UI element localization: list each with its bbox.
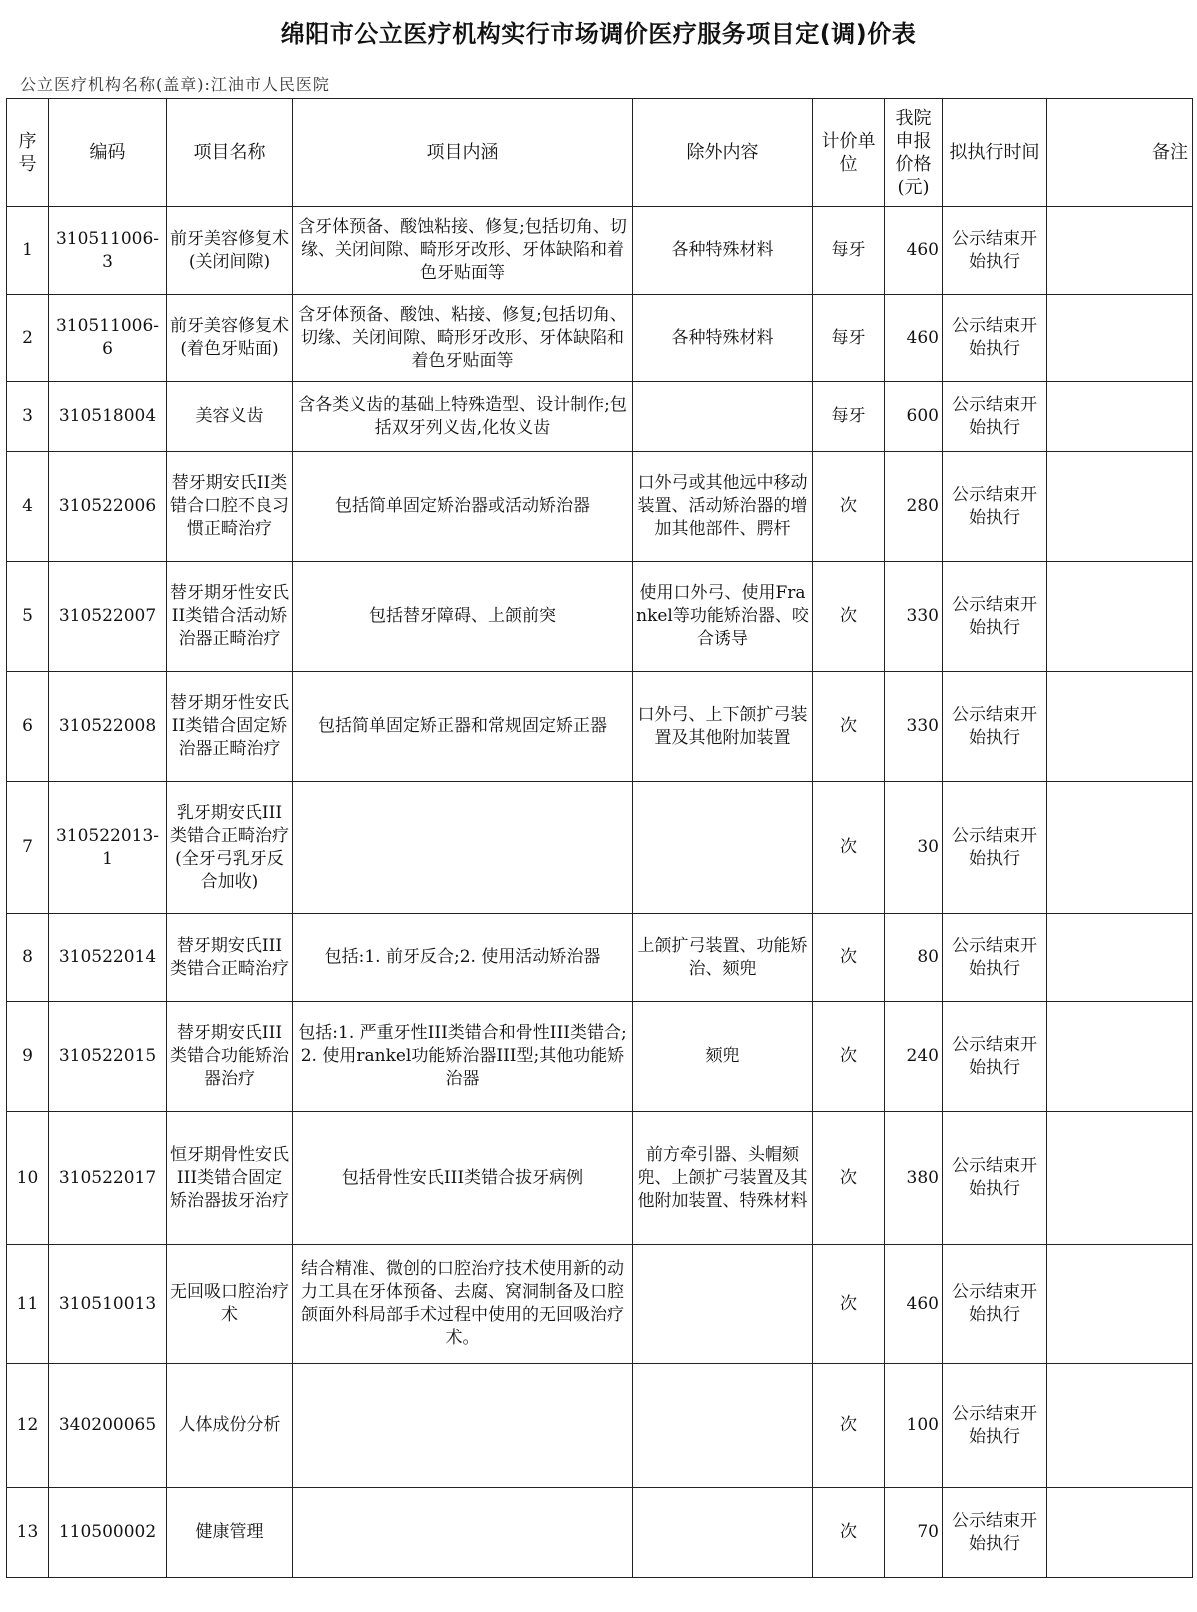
cell-seq: 7 xyxy=(7,782,49,914)
table-row xyxy=(7,1488,1193,1578)
cell-content: 包括骨性安氏III类错合拔牙病例 xyxy=(293,1112,633,1245)
cell-seq: 5 xyxy=(7,562,49,672)
cell-content: 包括替牙障碍、上颌前突 xyxy=(293,562,633,672)
cell-name: 健康管理 xyxy=(167,1488,293,1578)
cell-code: 310522008 xyxy=(49,672,167,782)
cell-unit: 次 xyxy=(813,1002,885,1112)
table-row xyxy=(7,914,1193,1002)
cell-unit: 次 xyxy=(813,914,885,1002)
header-exec-time: 拟执行时间 xyxy=(943,99,1047,207)
cell-exec-time: 公示结束开始执行 xyxy=(943,452,1047,562)
cell-excluded xyxy=(633,1488,813,1578)
table-row xyxy=(7,1002,1193,1112)
cell-excluded: 颏兜 xyxy=(633,1002,813,1112)
cell-code: 310522006 xyxy=(49,452,167,562)
cell-price: 100 xyxy=(885,1364,943,1488)
cell-unit: 次 xyxy=(813,1364,885,1488)
page-title: 绵阳市公立医疗机构实行市场调价医疗服务项目定(调)价表 xyxy=(280,20,917,48)
header-name: 项目名称 xyxy=(167,99,293,207)
cell-code: 310511006-6 xyxy=(49,295,167,382)
cell-content xyxy=(293,1488,633,1578)
cell-price: 460 xyxy=(885,1245,943,1364)
table-row xyxy=(7,1245,1193,1364)
cell-price: 280 xyxy=(885,452,943,562)
cell-code: 310522017 xyxy=(49,1112,167,1245)
cell-seq: 2 xyxy=(7,295,49,382)
cell-content xyxy=(293,782,633,914)
cell-seq: 13 xyxy=(7,1488,49,1578)
table-row xyxy=(7,562,1193,672)
cell-remark xyxy=(1047,672,1193,782)
cell-excluded xyxy=(633,782,813,914)
cell-seq: 1 xyxy=(7,207,49,295)
cell-content: 含牙体预备、酸蚀粘接、修复;包括切角、切缘、关闭间隙、畸形牙改形、牙体缺陷和着色牙贴面等 xyxy=(293,207,633,295)
table-body xyxy=(7,207,1193,1578)
cell-seq: 10 xyxy=(7,1112,49,1245)
table-row xyxy=(7,782,1193,914)
cell-excluded xyxy=(633,1364,813,1488)
cell-excluded: 使用口外弓、使用Frankel等功能矫治器、咬合诱导 xyxy=(633,562,813,672)
cell-unit: 次 xyxy=(813,1488,885,1578)
table-row xyxy=(7,295,1193,382)
cell-name: 替牙期安氏III类错合功能矫治器治疗 xyxy=(167,1002,293,1112)
cell-price: 240 xyxy=(885,1002,943,1112)
cell-price: 80 xyxy=(885,914,943,1002)
cell-remark xyxy=(1047,1364,1193,1488)
cell-content: 包括简单固定矫治器或活动矫治器 xyxy=(293,452,633,562)
cell-seq: 11 xyxy=(7,1245,49,1364)
cell-code: 340200065 xyxy=(49,1364,167,1488)
cell-exec-time: 公示结束开始执行 xyxy=(943,207,1047,295)
cell-excluded: 口外弓或其他远中移动装置、活动矫治器的增加其他部件、腭杆 xyxy=(633,452,813,562)
cell-remark xyxy=(1047,207,1193,295)
cell-price: 30 xyxy=(885,782,943,914)
cell-excluded: 各种特殊材料 xyxy=(633,295,813,382)
cell-remark xyxy=(1047,1488,1193,1578)
header-excluded: 除外内容 xyxy=(633,99,813,207)
cell-exec-time: 公示结束开始执行 xyxy=(943,1002,1047,1112)
cell-remark xyxy=(1047,1112,1193,1245)
cell-name: 替牙期安氏II类错合口腔不良习惯正畸治疗 xyxy=(167,452,293,562)
cell-seq: 6 xyxy=(7,672,49,782)
header-code: 编码 xyxy=(49,99,167,207)
cell-content xyxy=(293,1364,633,1488)
cell-price: 330 xyxy=(885,562,943,672)
cell-remark xyxy=(1047,1245,1193,1364)
cell-name: 替牙期安氏III类错合正畸治疗 xyxy=(167,914,293,1002)
cell-content: 包括简单固定矫正器和常规固定矫正器 xyxy=(293,672,633,782)
cell-code: 310510013 xyxy=(49,1245,167,1364)
cell-unit: 次 xyxy=(813,1245,885,1364)
header-seq: 序号 xyxy=(7,99,49,207)
cell-code: 310522014 xyxy=(49,914,167,1002)
cell-price: 600 xyxy=(885,382,943,452)
cell-excluded: 前方牵引器、头帽颏兜、上颌扩弓装置及其他附加装置、特殊材料 xyxy=(633,1112,813,1245)
cell-name: 替牙期牙性安氏II类错合活动矫治器正畸治疗 xyxy=(167,562,293,672)
cell-code: 310522007 xyxy=(49,562,167,672)
cell-price: 380 xyxy=(885,1112,943,1245)
cell-unit: 每牙 xyxy=(813,382,885,452)
cell-excluded: 各种特殊材料 xyxy=(633,207,813,295)
cell-exec-time: 公示结束开始执行 xyxy=(943,562,1047,672)
cell-unit: 每牙 xyxy=(813,207,885,295)
cell-exec-time: 公示结束开始执行 xyxy=(943,782,1047,914)
cell-name: 美容义齿 xyxy=(167,382,293,452)
cell-remark xyxy=(1047,382,1193,452)
cell-exec-time: 公示结束开始执行 xyxy=(943,1364,1047,1488)
cell-unit: 次 xyxy=(813,452,885,562)
cell-seq: 12 xyxy=(7,1364,49,1488)
cell-excluded: 口外弓、上下颌扩弓装置及其他附加装置 xyxy=(633,672,813,782)
cell-name: 无回吸口腔治疗术 xyxy=(167,1245,293,1364)
table-row xyxy=(7,452,1193,562)
cell-excluded: 上颌扩弓装置、功能矫治、颏兜 xyxy=(633,914,813,1002)
cell-unit: 每牙 xyxy=(813,295,885,382)
cell-remark xyxy=(1047,452,1193,562)
table-row xyxy=(7,207,1193,295)
header-row xyxy=(7,99,1193,207)
cell-name: 前牙美容修复术(着色牙贴面) xyxy=(167,295,293,382)
cell-price: 70 xyxy=(885,1488,943,1578)
table-row xyxy=(7,382,1193,452)
cell-exec-time: 公示结束开始执行 xyxy=(943,1112,1047,1245)
cell-name: 人体成份分析 xyxy=(167,1364,293,1488)
cell-code: 310522015 xyxy=(49,1002,167,1112)
cell-unit: 次 xyxy=(813,562,885,672)
cell-code: 310522013-1 xyxy=(49,782,167,914)
cell-exec-time: 公示结束开始执行 xyxy=(943,382,1047,452)
cell-excluded xyxy=(633,1245,813,1364)
cell-name: 前牙美容修复术(关闭间隙) xyxy=(167,207,293,295)
cell-exec-time: 公示结束开始执行 xyxy=(943,1488,1047,1578)
cell-remark xyxy=(1047,562,1193,672)
cell-name: 乳牙期安氏III类错合正畸治疗(全牙弓乳牙反合加收) xyxy=(167,782,293,914)
cell-excluded xyxy=(633,382,813,452)
cell-remark xyxy=(1047,295,1193,382)
institution-label: 公立医疗机构名称(盖章):江油市人民医院 xyxy=(20,75,330,94)
cell-code: 110500002 xyxy=(49,1488,167,1578)
cell-unit: 次 xyxy=(813,672,885,782)
table-row xyxy=(7,672,1193,782)
cell-remark xyxy=(1047,782,1193,914)
cell-unit: 次 xyxy=(813,782,885,914)
cell-price: 460 xyxy=(885,295,943,382)
cell-code: 310511006-3 xyxy=(49,207,167,295)
cell-content: 包括:1. 严重牙性III类错合和骨性III类错合;2. 使用rankel功能矫治器III型;其他功能矫治器 xyxy=(293,1002,633,1112)
cell-content: 含各类义齿的基础上特殊造型、设计制作;包括双牙列义齿,化妆义齿 xyxy=(293,382,633,452)
cell-remark xyxy=(1047,1002,1193,1112)
cell-seq: 9 xyxy=(7,1002,49,1112)
table-row xyxy=(7,1364,1193,1488)
cell-exec-time: 公示结束开始执行 xyxy=(943,1245,1047,1364)
cell-code: 310518004 xyxy=(49,382,167,452)
cell-seq: 4 xyxy=(7,452,49,562)
cell-exec-time: 公示结束开始执行 xyxy=(943,295,1047,382)
cell-exec-time: 公示结束开始执行 xyxy=(943,672,1047,782)
cell-remark xyxy=(1047,914,1193,1002)
header-unit: 计价单位 xyxy=(813,99,885,207)
cell-content: 结合精准、微创的口腔治疗技术使用新的动力工具在牙体预备、去腐、窝洞制备及口腔颌面外科局部手术过程中使用的无回吸治疗术。 xyxy=(293,1245,633,1364)
cell-seq: 3 xyxy=(7,382,49,452)
header-content: 项目内涵 xyxy=(293,99,633,207)
cell-seq: 8 xyxy=(7,914,49,1002)
cell-content: 包括:1. 前牙反合;2. 使用活动矫治器 xyxy=(293,914,633,1002)
header-price: 我院申报价格(元) xyxy=(885,99,943,207)
cell-name: 恒牙期骨性安氏III类错合固定矫治器拔牙治疗 xyxy=(167,1112,293,1245)
table-row xyxy=(7,1112,1193,1245)
cell-name: 替牙期牙性安氏II类错合固定矫治器正畸治疗 xyxy=(167,672,293,782)
price-table xyxy=(6,98,1193,1578)
header-remark: 备注 xyxy=(1047,99,1193,207)
cell-exec-time: 公示结束开始执行 xyxy=(943,914,1047,1002)
cell-unit: 次 xyxy=(813,1112,885,1245)
cell-price: 460 xyxy=(885,207,943,295)
cell-price: 330 xyxy=(885,672,943,782)
cell-content: 含牙体预备、酸蚀、粘接、修复;包括切角、切缘、关闭间隙、畸形牙改形、牙体缺陷和着色牙贴面等 xyxy=(293,295,633,382)
